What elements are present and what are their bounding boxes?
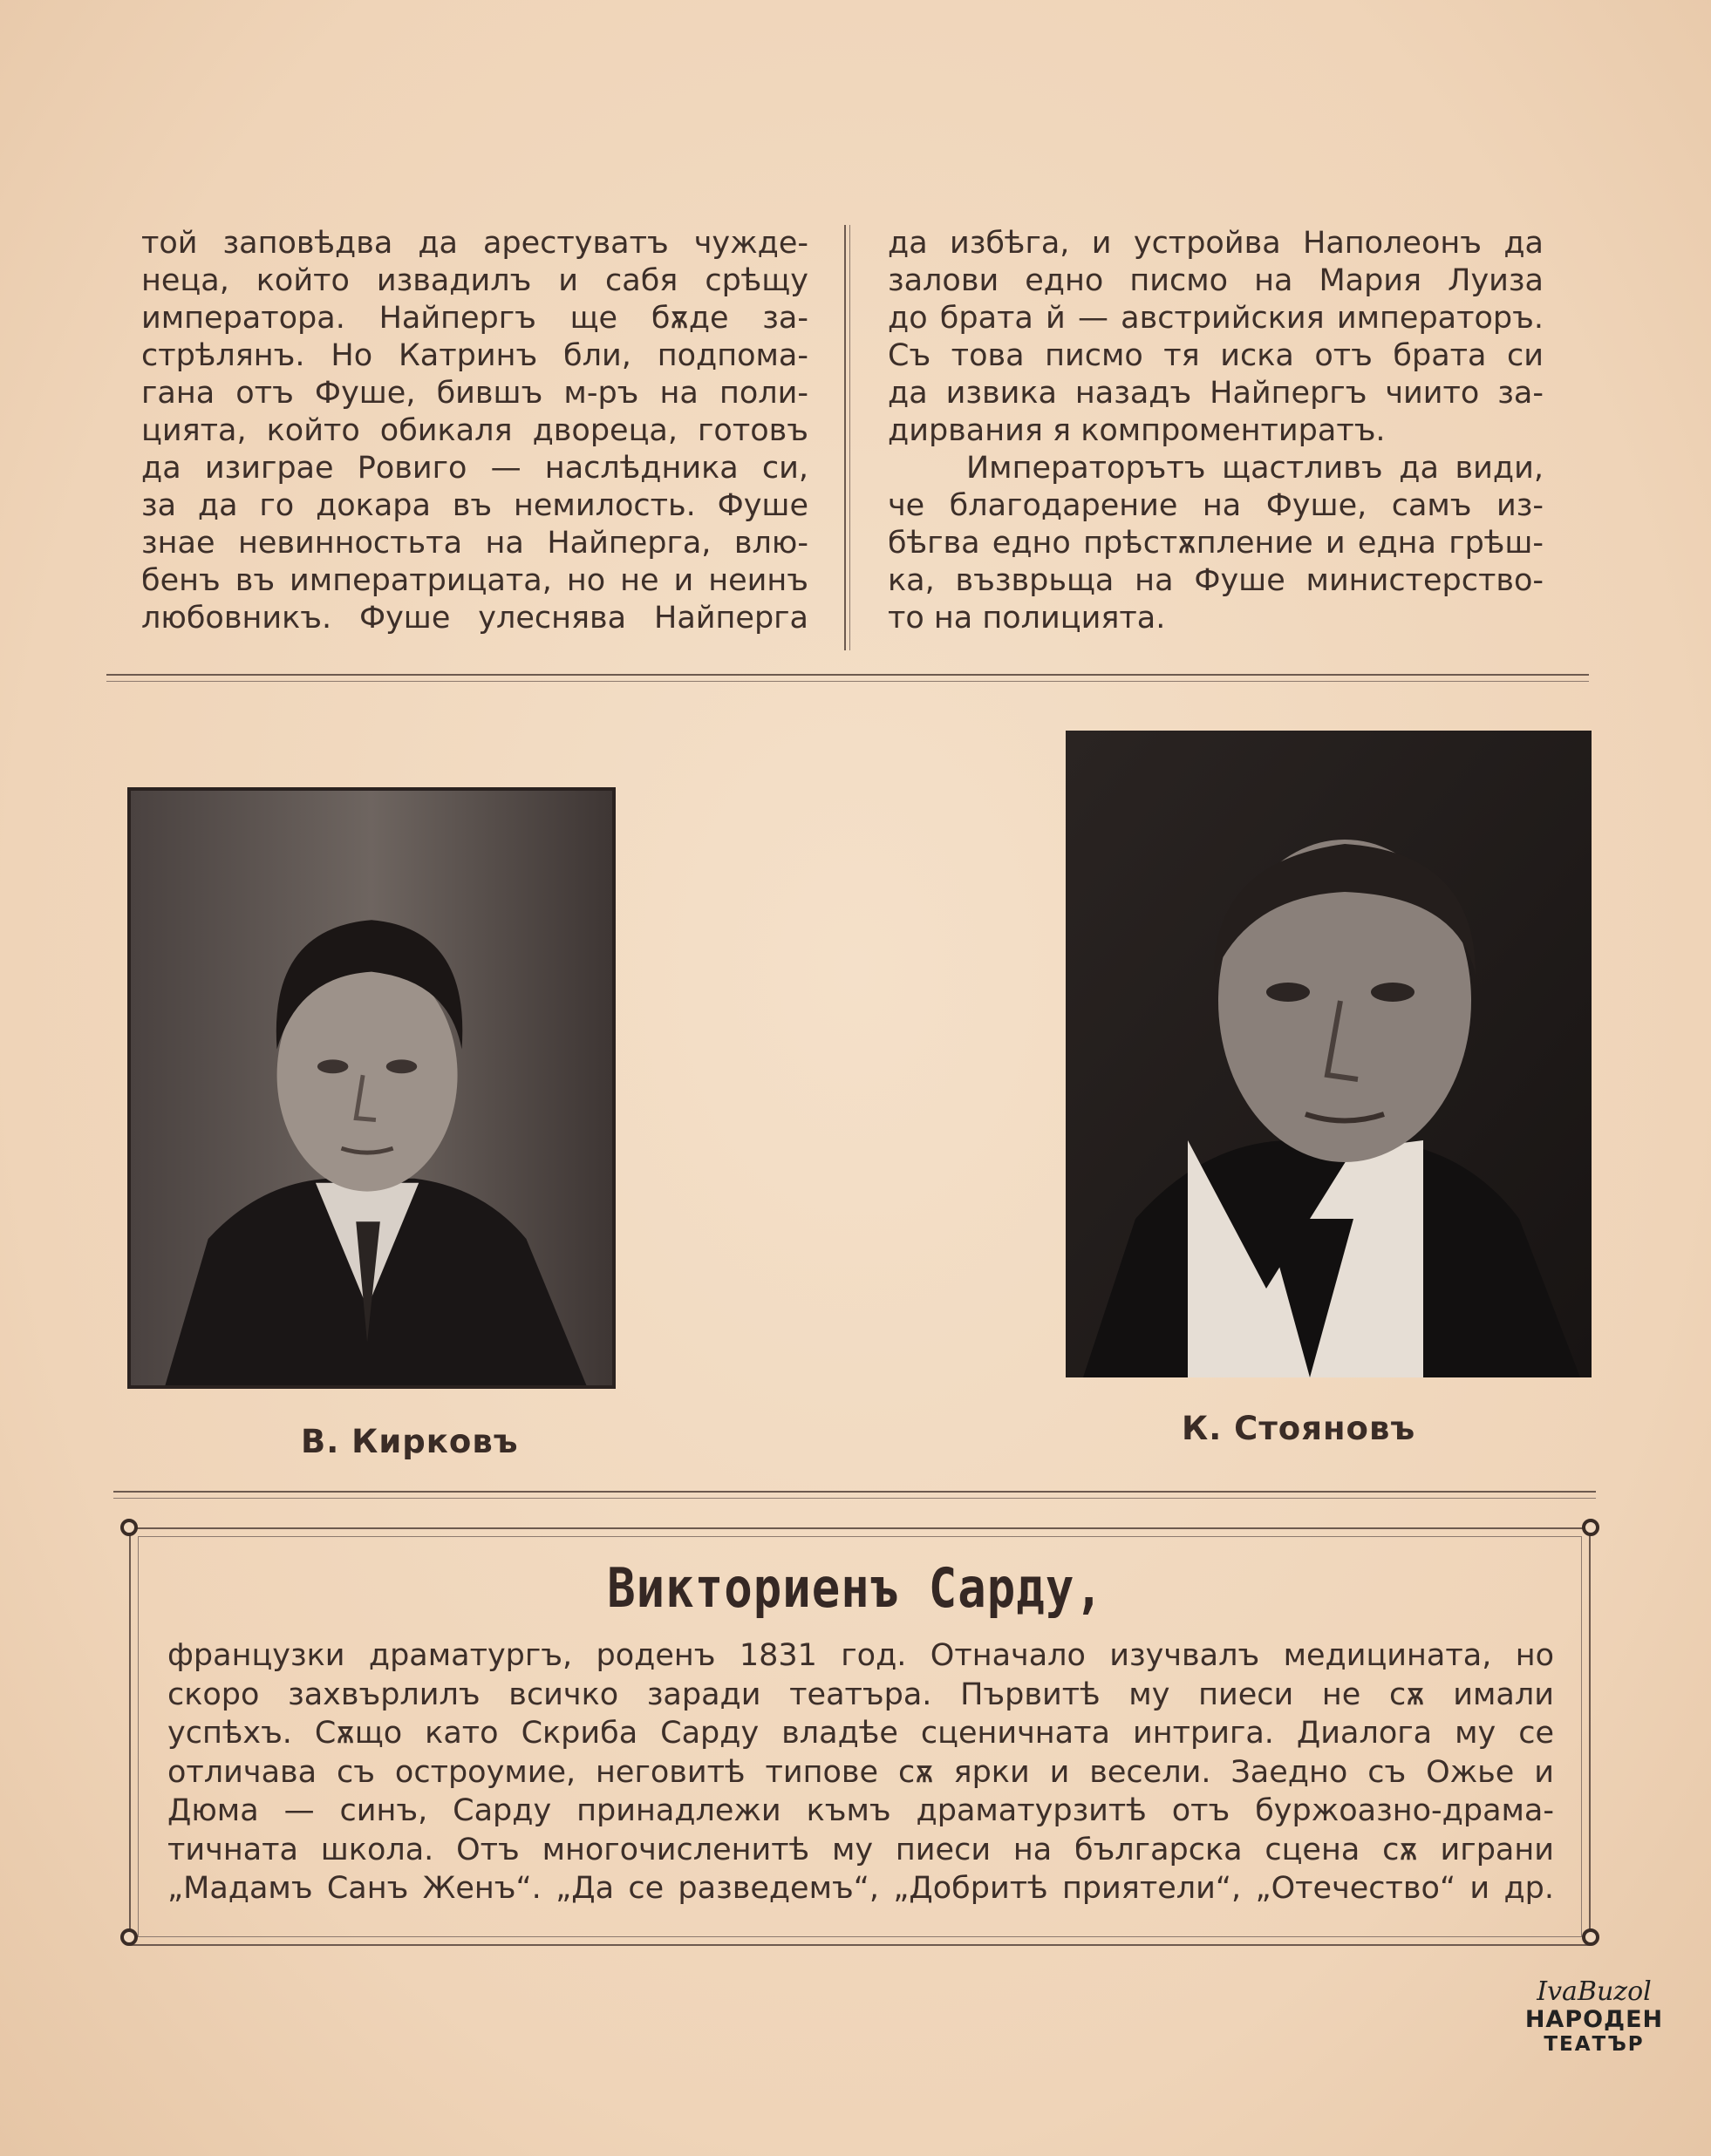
- text-line: залови едно писмо на Мария Луиза: [888, 263, 1544, 298]
- text-line: скоро захвърлилъ всичко заради театъра. Първитѣ му пиеси не сѫ имали: [167, 1677, 1554, 1712]
- section-divider-bottom-thin: [113, 1498, 1596, 1499]
- text-line: Императорътъ щастливъ да види,: [966, 451, 1544, 486]
- text-line: гана отъ Фуше, бившъ м-ръ на поли-: [141, 376, 808, 411]
- portrait-photo-kirkov: [127, 787, 616, 1389]
- text-line: успѣхъ. Сѫщо като Скриба Сарду владѣе сценичната интрига. Диалога му се: [167, 1716, 1554, 1751]
- text-line: да избѣга, и устройва Наполеонъ да: [888, 226, 1544, 261]
- bio-text: [167, 1636, 1554, 1908]
- text-line: да изиграе Ровиго — наслѣдника си,: [141, 451, 808, 486]
- ornament-corner-icon: [1582, 1519, 1599, 1536]
- caption-right: К. Стояновъ: [1182, 1410, 1416, 1447]
- text-line: „Мадамъ Санъ Женъ“. „Да се разведемъ“, „Добритѣ приятели“, „Отечество“ и др.: [167, 1871, 1554, 1906]
- logo-signature: IvaBuzol: [1537, 1976, 1652, 2007]
- text-line: цията, който обикаля двореца, готовъ: [141, 413, 808, 448]
- text-line: Дюма — синъ, Сарду принадлежи къмъ драматурзитѣ отъ буржоазно-драма-: [167, 1793, 1554, 1828]
- text-line: бенъ въ императрицата, но не и неинъ: [141, 563, 808, 598]
- column-divider: [844, 225, 846, 650]
- logo-line-1: НАРОДЕН: [1524, 2006, 1664, 2033]
- caption-left: В. Кирковъ: [301, 1423, 519, 1460]
- section-divider-top: [106, 674, 1589, 676]
- text-line: знае невинностьта на Найперга, влю-: [141, 526, 808, 561]
- text-line: отличава съ остроумие, неговитѣ типове сѫ ярки и весели. Заедно съ Ожье и: [167, 1754, 1554, 1790]
- text-line: той заповѣдва да арестуватъ чужде-: [141, 226, 808, 261]
- text-line: Съ това писмо тя иска отъ брата си: [888, 338, 1544, 373]
- text-line: императора. Найпергъ ще бѫде за-: [141, 301, 808, 336]
- text-line: тичната школа. Отъ многочисленитѣ му пиеси на българска сцена сѫ играни: [167, 1832, 1554, 1867]
- text-line: дирвания я компроментиратъ.: [888, 413, 1386, 448]
- text-line: неца, който извадилъ и сабя срѣщу: [141, 263, 808, 298]
- text-line: да извика назадъ Найпергъ чиито за-: [888, 376, 1544, 411]
- text-line: любовникъ. Фуше улеснява Найперга: [141, 601, 808, 636]
- ornament-corner-icon: [120, 1928, 138, 1946]
- text-line: французки драматургъ, роденъ 1831 год. Отначало изучвалъ медицината, но: [167, 1638, 1554, 1673]
- column-divider-thin: [849, 225, 850, 650]
- article-right-column: [888, 225, 1544, 637]
- national-theatre-logo: [1520, 1977, 1668, 2073]
- text-line: до брата й — австрийския императоръ.: [888, 301, 1544, 336]
- article-left-column: [141, 225, 808, 637]
- bio-title: Викториенъ Сарду,: [607, 1556, 1104, 1620]
- text-line: бѣгва едно прѣстѫпление и една грѣш-: [888, 526, 1544, 561]
- text-line: за да го докара въ немилость. Фуше: [141, 488, 808, 523]
- logo-line-2: ТЕАТЪР: [1544, 2033, 1645, 2056]
- text-line: че благодарение на Фуше, самъ из-: [888, 488, 1544, 523]
- text-line: то на полицията.: [888, 601, 1166, 636]
- ornament-corner-icon: [120, 1519, 138, 1536]
- text-line: стрѣлянъ. Но Катринъ бли, подпома-: [141, 338, 808, 373]
- ornament-corner-icon: [1582, 1928, 1599, 1946]
- text-line: ка, възврьща на Фуше министерство-: [888, 563, 1544, 598]
- section-divider-bottom: [113, 1491, 1596, 1493]
- section-divider-top-thin: [106, 681, 1589, 682]
- portrait-photo-stoyanov: [1066, 731, 1592, 1377]
